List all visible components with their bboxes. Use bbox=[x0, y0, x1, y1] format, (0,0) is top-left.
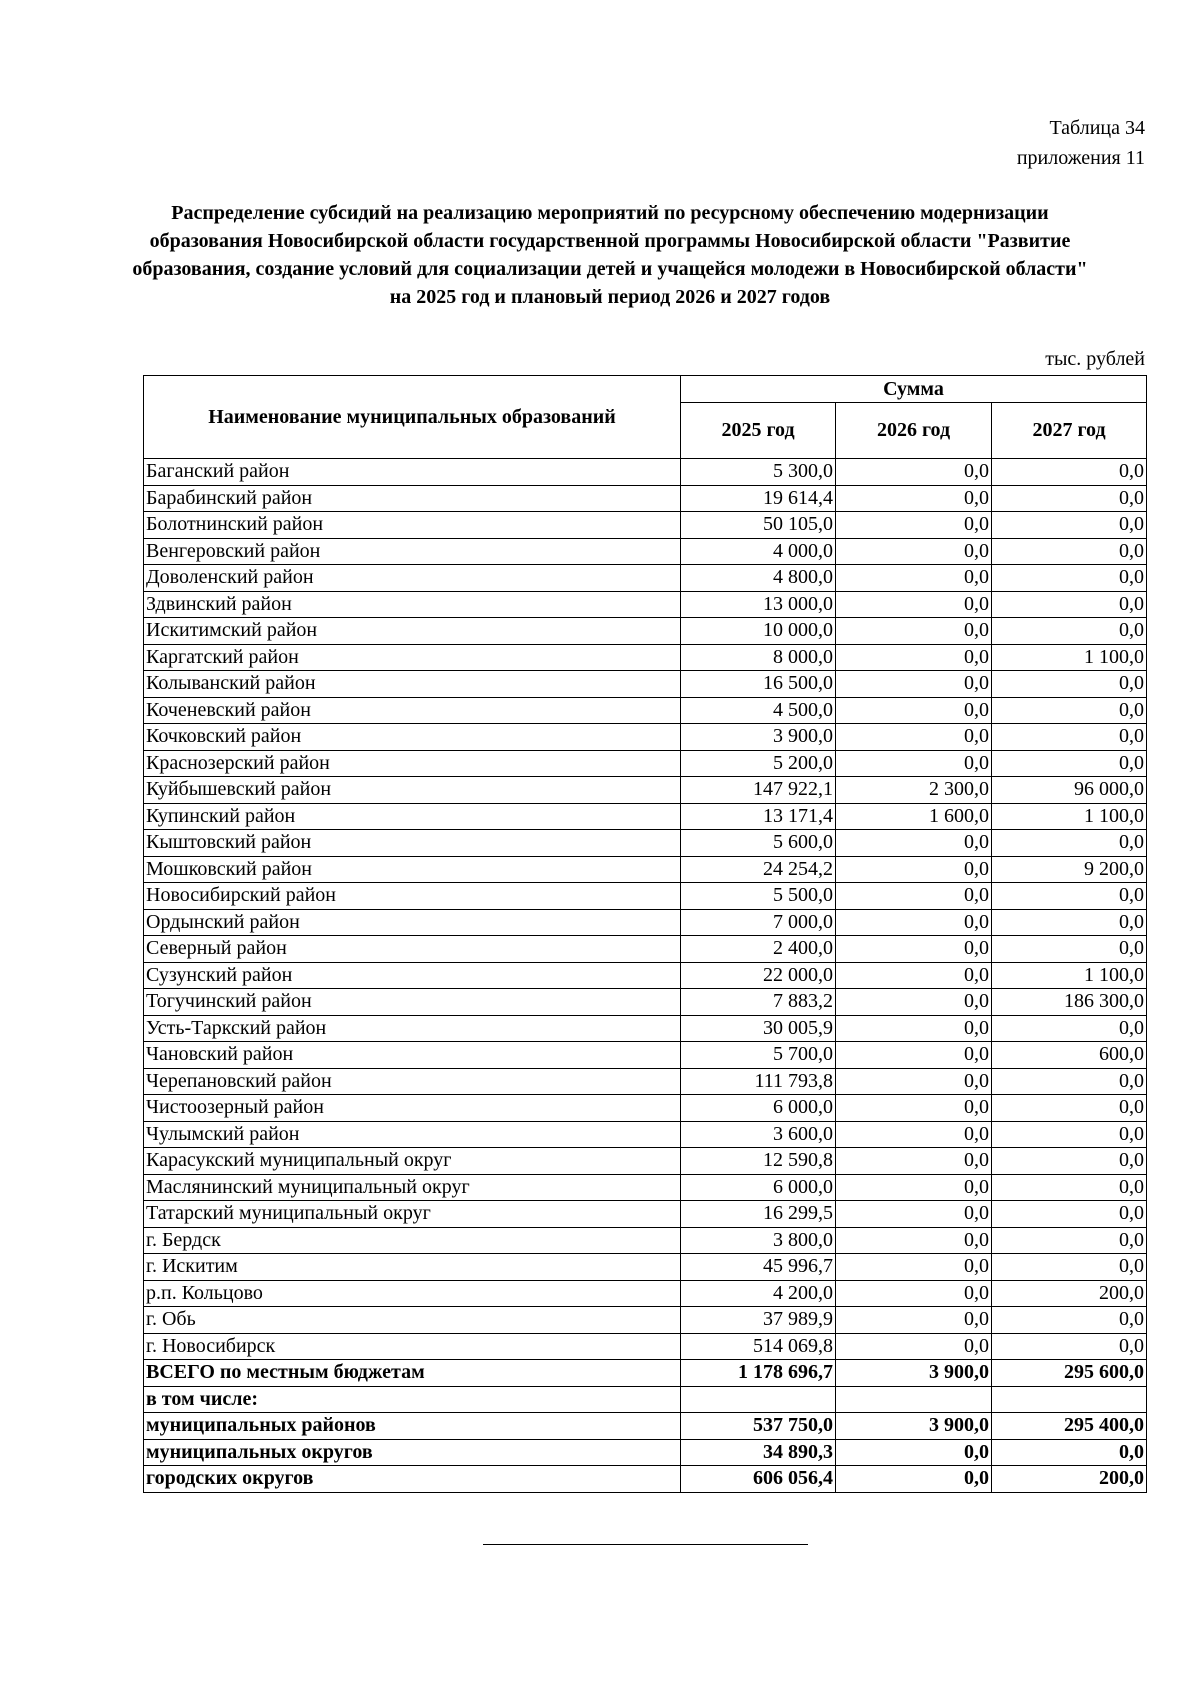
municipality-name: Усть-Таркский район bbox=[144, 1015, 681, 1042]
municipality-name: Карасукский муниципальный округ bbox=[144, 1148, 681, 1175]
total-row bbox=[144, 1360, 1147, 1387]
value-2027: 9 200,0 bbox=[992, 856, 1147, 883]
municipality-name: Колыванский район bbox=[144, 671, 681, 698]
table-row bbox=[144, 777, 1147, 804]
value-2026: 2 300,0 bbox=[836, 777, 992, 804]
municipality-name: Болотнинский район bbox=[144, 512, 681, 539]
value-2026: 0,0 bbox=[836, 1280, 992, 1307]
value-2026: 0,0 bbox=[836, 1439, 992, 1466]
value-2027: 0,0 bbox=[992, 883, 1147, 910]
municipality-name: в том числе: bbox=[144, 1386, 681, 1413]
table-row bbox=[144, 1095, 1147, 1122]
value-2026: 0,0 bbox=[836, 1042, 992, 1069]
table-row bbox=[144, 671, 1147, 698]
municipality-name: муниципальных районов bbox=[144, 1413, 681, 1440]
value-2027: 0,0 bbox=[992, 750, 1147, 777]
municipality-name: городских округов bbox=[144, 1466, 681, 1493]
value-2025: 5 300,0 bbox=[681, 459, 836, 486]
table-row bbox=[144, 644, 1147, 671]
value-2026: 0,0 bbox=[836, 1333, 992, 1360]
value-2026: 0,0 bbox=[836, 565, 992, 592]
header-year-2027: 2027 год bbox=[992, 403, 1147, 459]
value-2027: 0,0 bbox=[992, 1095, 1147, 1122]
value-2025: 3 900,0 bbox=[681, 724, 836, 751]
value-2025: 13 000,0 bbox=[681, 591, 836, 618]
municipality-name: муниципальных округов bbox=[144, 1439, 681, 1466]
municipality-name: р.п. Кольцово bbox=[144, 1280, 681, 1307]
value-2026: 0,0 bbox=[836, 856, 992, 883]
value-2027 bbox=[992, 1386, 1147, 1413]
value-2027: 0,0 bbox=[992, 1307, 1147, 1334]
value-2026: 0,0 bbox=[836, 1254, 992, 1281]
municipality-name: Черепановский район bbox=[144, 1068, 681, 1095]
value-2027: 0,0 bbox=[992, 618, 1147, 645]
value-2026: 0,0 bbox=[836, 1201, 992, 1228]
value-2026: 0,0 bbox=[836, 644, 992, 671]
municipality-name: Коченевский район bbox=[144, 697, 681, 724]
value-2025: 24 254,2 bbox=[681, 856, 836, 883]
table-caption bbox=[1017, 113, 1145, 173]
value-2026: 0,0 bbox=[836, 591, 992, 618]
value-2027: 0,0 bbox=[992, 1148, 1147, 1175]
table-row bbox=[144, 591, 1147, 618]
value-2027: 0,0 bbox=[992, 724, 1147, 751]
total-row bbox=[144, 1386, 1147, 1413]
unit-label: тыс. рублей bbox=[1045, 348, 1145, 370]
value-2025: 8 000,0 bbox=[681, 644, 836, 671]
value-2025: 5 700,0 bbox=[681, 1042, 836, 1069]
value-2026 bbox=[836, 1386, 992, 1413]
table-row bbox=[144, 1015, 1147, 1042]
value-2027: 1 100,0 bbox=[992, 962, 1147, 989]
total-row bbox=[144, 1466, 1147, 1493]
value-2025: 4 000,0 bbox=[681, 538, 836, 565]
value-2027: 0,0 bbox=[992, 1174, 1147, 1201]
caption-table-number: Таблица 34 bbox=[1049, 117, 1145, 139]
value-2025: 3 600,0 bbox=[681, 1121, 836, 1148]
value-2025: 4 500,0 bbox=[681, 697, 836, 724]
value-2027: 0,0 bbox=[992, 1439, 1147, 1466]
value-2025: 19 614,4 bbox=[681, 485, 836, 512]
municipality-name: Купинский район bbox=[144, 803, 681, 830]
value-2027: 0,0 bbox=[992, 485, 1147, 512]
municipality-name: Чистоозерный район bbox=[144, 1095, 681, 1122]
value-2027: 0,0 bbox=[992, 697, 1147, 724]
municipality-name: Чулымский район bbox=[144, 1121, 681, 1148]
value-2025: 6 000,0 bbox=[681, 1174, 836, 1201]
municipality-name: Ордынский район bbox=[144, 909, 681, 936]
caption-appendix: приложения 11 bbox=[1016, 147, 1145, 169]
value-2025: 13 171,4 bbox=[681, 803, 836, 830]
value-2025: 606 056,4 bbox=[681, 1466, 836, 1493]
value-2026: 0,0 bbox=[836, 1068, 992, 1095]
value-2027: 0,0 bbox=[992, 909, 1147, 936]
value-2026: 0,0 bbox=[836, 1095, 992, 1122]
value-2025: 5 600,0 bbox=[681, 830, 836, 857]
value-2026: 0,0 bbox=[836, 697, 992, 724]
table-row bbox=[144, 618, 1147, 645]
municipality-name: Доволенский район bbox=[144, 565, 681, 592]
value-2027: 0,0 bbox=[992, 1121, 1147, 1148]
header-year-2026: 2026 год bbox=[836, 403, 992, 459]
value-2025: 45 996,7 bbox=[681, 1254, 836, 1281]
value-2025: 10 000,0 bbox=[681, 618, 836, 645]
value-2025: 7 000,0 bbox=[681, 909, 836, 936]
total-row bbox=[144, 1439, 1147, 1466]
value-2027: 0,0 bbox=[992, 1201, 1147, 1228]
table-row bbox=[144, 1121, 1147, 1148]
value-2027: 0,0 bbox=[992, 936, 1147, 963]
table-row bbox=[144, 538, 1147, 565]
value-2027: 0,0 bbox=[992, 1254, 1147, 1281]
municipality-name: ВСЕГО по местным бюджетам bbox=[144, 1360, 681, 1387]
value-2026: 0,0 bbox=[836, 1015, 992, 1042]
value-2027: 200,0 bbox=[992, 1466, 1147, 1493]
value-2025: 514 069,8 bbox=[681, 1333, 836, 1360]
value-2027: 0,0 bbox=[992, 830, 1147, 857]
value-2027: 600,0 bbox=[992, 1042, 1147, 1069]
municipality-name: г. Искитим bbox=[144, 1254, 681, 1281]
table-row bbox=[144, 1280, 1147, 1307]
value-2026: 0,0 bbox=[836, 909, 992, 936]
table-row bbox=[144, 1333, 1147, 1360]
value-2027: 0,0 bbox=[992, 459, 1147, 486]
value-2026: 0,0 bbox=[836, 512, 992, 539]
table-row bbox=[144, 459, 1147, 486]
table-row bbox=[144, 1068, 1147, 1095]
value-2025: 50 105,0 bbox=[681, 512, 836, 539]
municipality-name: Мошковский район bbox=[144, 856, 681, 883]
municipality-name: Куйбышевский район bbox=[144, 777, 681, 804]
value-2026: 0,0 bbox=[836, 1148, 992, 1175]
municipality-name: Каргатский район bbox=[144, 644, 681, 671]
municipality-name: Кочковский район bbox=[144, 724, 681, 751]
table-row bbox=[144, 697, 1147, 724]
value-2027: 1 100,0 bbox=[992, 803, 1147, 830]
value-2026: 0,0 bbox=[836, 936, 992, 963]
municipality-name: Новосибирский район bbox=[144, 883, 681, 910]
value-2025: 147 922,1 bbox=[681, 777, 836, 804]
value-2025: 5 200,0 bbox=[681, 750, 836, 777]
table-row bbox=[144, 1174, 1147, 1201]
subsidy-table bbox=[143, 375, 1147, 1493]
value-2025: 22 000,0 bbox=[681, 962, 836, 989]
value-2027: 1 100,0 bbox=[992, 644, 1147, 671]
table-row bbox=[144, 512, 1147, 539]
table-row bbox=[144, 883, 1147, 910]
value-2025: 4 800,0 bbox=[681, 565, 836, 592]
value-2026: 0,0 bbox=[836, 459, 992, 486]
value-2026: 0,0 bbox=[836, 883, 992, 910]
value-2027: 0,0 bbox=[992, 1015, 1147, 1042]
value-2025: 111 793,8 bbox=[681, 1068, 836, 1095]
value-2026: 0,0 bbox=[836, 485, 992, 512]
value-2026: 0,0 bbox=[836, 1121, 992, 1148]
table-row bbox=[144, 830, 1147, 857]
table-row bbox=[144, 1148, 1147, 1175]
value-2027: 0,0 bbox=[992, 591, 1147, 618]
municipality-name: Кыштовский район bbox=[144, 830, 681, 857]
header-year-2025: 2025 год bbox=[681, 403, 836, 459]
value-2025: 30 005,9 bbox=[681, 1015, 836, 1042]
table-row bbox=[144, 1254, 1147, 1281]
value-2025: 7 883,2 bbox=[681, 989, 836, 1016]
value-2027: 295 400,0 bbox=[992, 1413, 1147, 1440]
value-2026: 0,0 bbox=[836, 830, 992, 857]
value-2026: 1 600,0 bbox=[836, 803, 992, 830]
municipality-name: Баганский район bbox=[144, 459, 681, 486]
value-2025: 1 178 696,7 bbox=[681, 1360, 836, 1387]
table-row bbox=[144, 856, 1147, 883]
header-sum: Сумма bbox=[681, 376, 1147, 403]
value-2025: 37 989,9 bbox=[681, 1307, 836, 1334]
value-2027: 0,0 bbox=[992, 512, 1147, 539]
municipality-name: Венгеровский район bbox=[144, 538, 681, 565]
value-2025: 4 200,0 bbox=[681, 1280, 836, 1307]
value-2026: 0,0 bbox=[836, 962, 992, 989]
table-row bbox=[144, 565, 1147, 592]
value-2025: 2 400,0 bbox=[681, 936, 836, 963]
value-2025: 12 590,8 bbox=[681, 1148, 836, 1175]
table-row bbox=[144, 1307, 1147, 1334]
value-2025: 6 000,0 bbox=[681, 1095, 836, 1122]
municipality-name: Краснозерский район bbox=[144, 750, 681, 777]
value-2026: 0,0 bbox=[836, 671, 992, 698]
table-row bbox=[144, 724, 1147, 751]
value-2027: 0,0 bbox=[992, 1068, 1147, 1095]
value-2027: 295 600,0 bbox=[992, 1360, 1147, 1387]
table-row bbox=[144, 962, 1147, 989]
value-2026: 0,0 bbox=[836, 724, 992, 751]
table-row bbox=[144, 1201, 1147, 1228]
municipality-name: Здвинский район bbox=[144, 591, 681, 618]
value-2026: 0,0 bbox=[836, 1307, 992, 1334]
value-2025: 16 299,5 bbox=[681, 1201, 836, 1228]
municipality-name: г. Обь bbox=[144, 1307, 681, 1334]
value-2026: 0,0 bbox=[836, 1174, 992, 1201]
municipality-name: Северный район bbox=[144, 936, 681, 963]
municipality-name: Сузунский район bbox=[144, 962, 681, 989]
footer-line bbox=[483, 1544, 808, 1545]
table-row bbox=[144, 1227, 1147, 1254]
value-2025: 34 890,3 bbox=[681, 1439, 836, 1466]
municipality-name: г. Новосибирск bbox=[144, 1333, 681, 1360]
value-2027: 0,0 bbox=[992, 538, 1147, 565]
value-2027: 0,0 bbox=[992, 1227, 1147, 1254]
value-2027: 0,0 bbox=[992, 565, 1147, 592]
value-2027: 96 000,0 bbox=[992, 777, 1147, 804]
municipality-name: Тогучинский район bbox=[144, 989, 681, 1016]
municipality-name: Чановский район bbox=[144, 1042, 681, 1069]
value-2026: 0,0 bbox=[836, 538, 992, 565]
table-row bbox=[144, 989, 1147, 1016]
value-2025 bbox=[681, 1386, 836, 1413]
municipality-name: Татарский муниципальный округ bbox=[144, 1201, 681, 1228]
table-row bbox=[144, 936, 1147, 963]
value-2027: 186 300,0 bbox=[992, 989, 1147, 1016]
municipality-name: Искитимский район bbox=[144, 618, 681, 645]
table-row bbox=[144, 803, 1147, 830]
value-2026: 0,0 bbox=[836, 989, 992, 1016]
value-2026: 0,0 bbox=[836, 750, 992, 777]
value-2025: 5 500,0 bbox=[681, 883, 836, 910]
value-2025: 16 500,0 bbox=[681, 671, 836, 698]
municipality-name: Барабинский район bbox=[144, 485, 681, 512]
value-2026: 3 900,0 bbox=[836, 1360, 992, 1387]
table-row bbox=[144, 750, 1147, 777]
value-2025: 537 750,0 bbox=[681, 1413, 836, 1440]
value-2026: 0,0 bbox=[836, 1466, 992, 1493]
table-row bbox=[144, 485, 1147, 512]
value-2027: 200,0 bbox=[992, 1280, 1147, 1307]
header-name: Наименование муниципальных образований bbox=[144, 376, 681, 459]
total-row bbox=[144, 1413, 1147, 1440]
municipality-name: г. Бердск bbox=[144, 1227, 681, 1254]
municipality-name: Маслянинский муниципальный округ bbox=[144, 1174, 681, 1201]
value-2026: 3 900,0 bbox=[836, 1413, 992, 1440]
value-2027: 0,0 bbox=[992, 1333, 1147, 1360]
value-2025: 3 800,0 bbox=[681, 1227, 836, 1254]
document-title: Распределение субсидий на реализацию мероприятий по ресурсному обеспечению модернизации образования Новосибирской области государственной программы Новосибирской области "Развитие образования, создание условий для социализации детей и учащейся молодежи в Новосибирской области" на 2025 год и плановый период 2026 и 2027 годов bbox=[132, 202, 1088, 308]
table-row bbox=[144, 1042, 1147, 1069]
value-2027: 0,0 bbox=[992, 671, 1147, 698]
value-2026: 0,0 bbox=[836, 1227, 992, 1254]
value-2026: 0,0 bbox=[836, 618, 992, 645]
table-row bbox=[144, 909, 1147, 936]
